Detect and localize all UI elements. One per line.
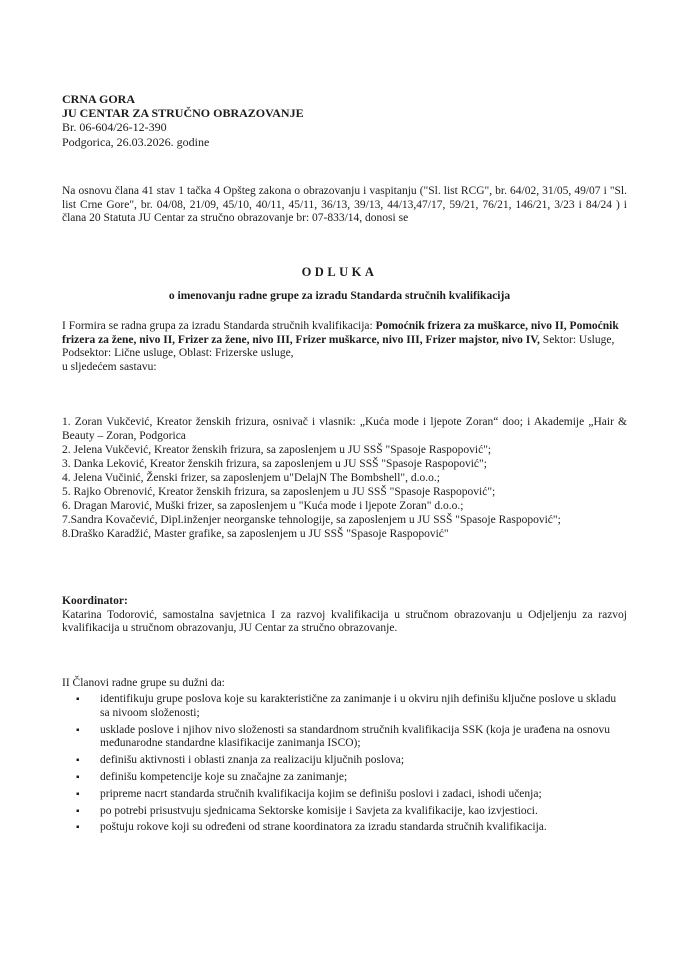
member-item: 8.Draško Karadžić, Master grafike, sa zaposlenjem u JU SSŠ "Spasoje Raspopović": [62, 528, 449, 540]
coordinator-block: [62, 595, 627, 636]
member-item: 6. Dragan Marović, Muški frizer, sa zaposlenjem u "Kuća mode i ljepote Zoran" d.o.o.;: [62, 500, 464, 512]
duty-item: [62, 693, 627, 721]
document-header: [62, 92, 622, 149]
document-title: ODLUKA: [301, 265, 378, 279]
member-item: 2. Jelena Vukčević, Kreator ženskih frizura, sa zaposlenjem u JU SSŠ "Spasoje Raspopović";: [62, 444, 492, 456]
duty-text: identifikuju grupe poslova koje su karakteristične za zanimanje i u okviru njih definišu ključne poslove u skladu sa nivoom složenosti;: [100, 693, 617, 719]
member-item: 4. Jelena Vučinić, Ženski frizer, sa zaposlenjem u"DelajN The Bombshell", d.o.o.;: [62, 472, 440, 484]
document-subtitle: o imenovanju radne grupe za izradu Standarda stručnih kvalifikacija: [168, 290, 511, 302]
place-and-date: Podgorica, 26.03.2026. godine: [62, 134, 210, 149]
qualifications-list: Pomoćnik frizera za muškarce, nivo II, Pomoćnik frizera za žene, nivo II, Frizer za žene, nivo III, Frizer muškarce, nivo III, Frizer majstor, nivo IV,: [62, 320, 619, 346]
bullet-icon: ▪: [76, 805, 80, 817]
bullet-icon: ▪: [76, 694, 80, 705]
member-item: 5. Rajko Obrenović, Kreator ženskih frizura, sa zaposlenjem u JU SSŠ "Spasoje Raspopović";: [62, 486, 496, 498]
duty-text: definišu aktivnosti i oblasti znanja za realizaciju ključnih poslova;: [100, 754, 405, 767]
members-list: [62, 415, 627, 541]
bullet-icon: ▪: [76, 724, 80, 736]
member-item: 3. Danka Leković, Kreator ženskih frizura, sa zaposlenjem u JU SSŠ "Spasoje Raspopović";: [62, 458, 487, 470]
duty-item: [62, 788, 627, 802]
duty-item: [62, 754, 627, 768]
bullet-icon: ▪: [76, 822, 80, 834]
composition-line: u sljedećem sastavu:: [62, 360, 157, 373]
bullet-icon: ▪: [76, 755, 80, 767]
member-item: 7.Sandra Kovačević, Dipl.inženjer neorganske tehnologije, sa zaposlenjem u JU SSŠ "Spasoje Raspopović";: [62, 514, 561, 526]
bullet-icon: ▪: [76, 788, 80, 800]
bullet-icon: ▪: [76, 771, 80, 783]
legal-basis-paragraph: Na osnovu člana 41 stav 1 tačka 4 Opšteg zakona o obrazovanju i vaspitanju ("Sl. list RCG", br. 64/02, 31/05, 49/07 i "Sl. list Crne Gore", br. 04/08, 21/09, 45/10, 40/11, 45/11, 36/13, 39/13, 44/13,47/17, 59/21, 76/21, 146/21, 3/23 i 84/24 ) i člana 20 Statuta JU Centar za stručno obrazovanje br: 07-833/14, donosi se: [62, 185, 627, 225]
duty-item: [62, 724, 627, 752]
duty-text: usklade poslove i njihov nivo složenosti sa standardnom stručnih kvalifikacija SSK (koja je urađena na osnovu međunarodne standardne klasifikacije zanimanja ISCO);: [100, 723, 611, 750]
duty-text: pripreme nacrt standarda stručnih kvalifikacija kojim se definišu poslovi i zadaci, ishodi učenja;: [100, 787, 542, 800]
section-one-prefix: I Formira se radna grupa za izradu Standarda stručnih kvalifikacija:: [62, 320, 376, 332]
section-two-heading: II Članovi radne grupe su dužni da:: [62, 677, 225, 689]
duty-text: po potrebi prisustvuju sjednicama Sektorske komisije i Savjeta za kvalifikacije, kao izvjestioci.: [100, 804, 538, 817]
duty-text: poštuju rokove koji su određeni od strane koordinatora za izradu standarda stručnih kvalifikacija.: [100, 821, 547, 834]
country-name: CRNA GORA: [62, 92, 136, 106]
duties-list: [62, 693, 627, 838]
member-item: 1. Zoran Vukčević, Kreator ženskih frizura, osnivač i vlasnik: „Kuća mode i ljepote Zoran“ doo; i Akademije „Hair & Beauty – Zoran, Podgorica: [62, 416, 627, 442]
duty-text: definišu kompetencije koje su značajne za zanimanje;: [100, 770, 348, 783]
section-one-suffix: Sektor: Usluge, Podsektor: Lične usluge, Oblast: Frizerske usluge,: [62, 333, 615, 360]
document-number: Br. 06-604/26-12-390: [62, 120, 167, 135]
duty-item: [62, 821, 627, 835]
institution-name: JU CENTAR ZA STRUČNO OBRAZOVANJE: [62, 106, 304, 121]
duty-item: [62, 805, 627, 819]
coordinator-text: Katarina Todorović, samostalna savjetnica I za razvoj kvalifikacija u stručnom obrazovanju u Odjeljenju za razvoj kvalifikacija u stručnom obrazovanju, JU Centar za stručno obrazovanje.: [62, 608, 627, 635]
duty-item: [62, 771, 627, 785]
section-one: [62, 320, 627, 374]
coordinator-label: Koordinator:: [62, 595, 128, 607]
